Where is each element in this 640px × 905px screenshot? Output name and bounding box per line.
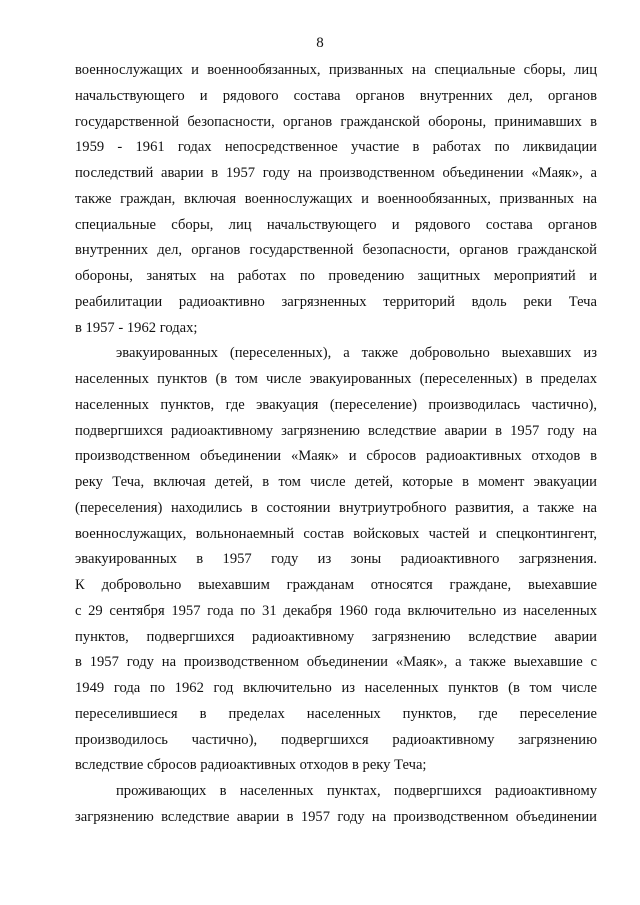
body-text	[75, 58, 597, 831]
text-line: производилось частично), подвергшихся радиоактивному загрязнению	[75, 731, 597, 748]
text-line: населенных пунктов (в том числе эвакуированных (переселенных) в пределах	[75, 371, 597, 387]
text-line: К добровольно выехавшим гражданам относятся граждане, выехавшие	[75, 577, 597, 593]
text-line: вследствие сбросов радиоактивных отходов в реку Теча;	[75, 757, 427, 774]
text-line: последствий аварии в 1957 году на производственном объединении «Маяк», а	[75, 165, 597, 181]
text-line: пунктов, подвергшихся радиоактивному загрязнению вследствие аварии	[75, 628, 597, 645]
text-line: военнослужащих, вольнонаемный состав войсковых частей и спецконтингент,	[75, 525, 597, 542]
text-line: начальствующего и рядового состава органов внутренних дел, органов	[75, 87, 597, 104]
text-line: в 1957 - 1962 годах;	[75, 319, 198, 336]
text-line: специальные сборы, лиц начальствующего и рядового состава органов	[75, 216, 597, 233]
text-line: загрязнению вследствие аварии в 1957 году на производственном объединении	[75, 808, 597, 825]
text-line: населенных пунктов, где эвакуация (переселение) производилась частично),	[75, 396, 597, 413]
text-line: в 1957 году на производственном объединении «Маяк», а также выехавшие с	[75, 654, 597, 671]
text-line: переселившиеся в пределах населенных пунктов, где переселение	[75, 705, 597, 722]
text-line: государственной безопасности, органов гражданской обороны, принимавших в	[75, 113, 597, 130]
text-line: с 29 сентября 1957 года по 31 декабря 1960 года включительно из населенных	[75, 602, 597, 619]
text-line: эвакуированных (переселенных), а также добровольно выехавших из	[116, 345, 597, 362]
page-number: 8	[316, 35, 324, 51]
text-line: реку Теча, включая детей, в том числе детей, которые в момент эвакуации	[75, 474, 597, 490]
text-line: внутренних дел, органов государственной безопасности, органов гражданской	[75, 242, 597, 259]
text-line: реабилитации радиоактивно загрязненных территорий вдоль реки Теча	[75, 293, 597, 310]
text-line: подвергшихся радиоактивному загрязнению вследствие аварии в 1957 году на	[75, 422, 597, 439]
text-line: эвакуированных в 1957 году из зоны радиоактивного загрязнения.	[75, 551, 597, 568]
text-line: 1959 - 1961 годах непосредственное участие в работах по ликвидации	[75, 139, 597, 156]
text-line: обороны, занятых на работах по проведению защитных мероприятий и	[75, 268, 597, 284]
text-line: производственном объединении «Маяк» и сбросов радиоактивных отходов в	[75, 448, 597, 465]
text-line: также граждан, включая военнослужащих и военнообязанных, призванных на	[75, 190, 597, 207]
text-line: 1949 года по 1962 год включительно из населенных пунктов (в том числе	[75, 680, 597, 696]
text-line: проживающих в населенных пунктах, подвергшихся радиоактивному	[116, 783, 597, 799]
text-line: военнослужащих и военнообязанных, призванных на специальные сборы, лиц	[75, 62, 597, 78]
text-line: (переселения) находились в состоянии внутриутробного развития, а также на	[75, 499, 597, 516]
